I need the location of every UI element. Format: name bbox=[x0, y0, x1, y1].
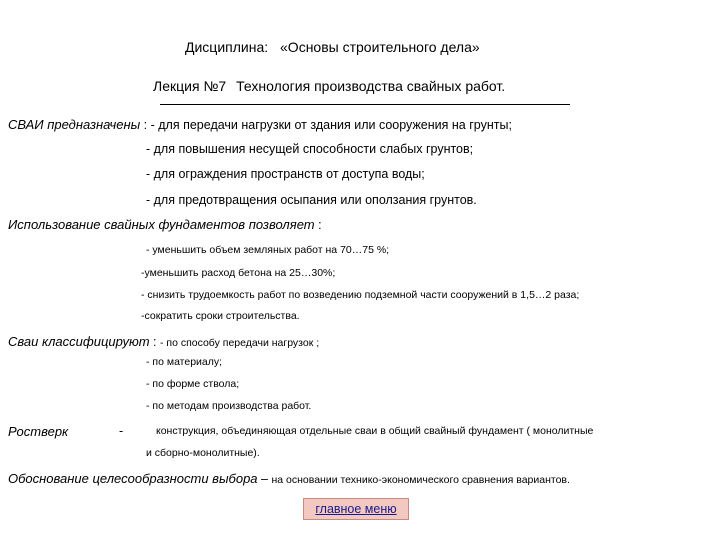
purpose-heading-row bbox=[8, 116, 512, 134]
purpose-colon: : bbox=[140, 118, 151, 132]
purpose-item-3: - для ограждения пространств от доступа воды; bbox=[146, 167, 425, 181]
rationale-row bbox=[8, 470, 570, 488]
purpose-title: СВАИ предназначены bbox=[8, 117, 141, 132]
classify-item-3: - по форме ствола; bbox=[146, 378, 240, 390]
usage-colon: : bbox=[314, 218, 322, 232]
classify-item-2: - по материалу; bbox=[146, 356, 223, 368]
grillage-term: Ростверк bbox=[8, 424, 69, 439]
classify-title: Сваи классифицируют bbox=[8, 334, 150, 349]
rationale-dash: – bbox=[257, 472, 272, 486]
usage-item-1: - уменьшить объем земляных работ на 70…75 %; bbox=[146, 244, 390, 256]
classify-colon: : bbox=[149, 335, 160, 349]
usage-heading-row bbox=[8, 216, 322, 234]
grillage-dash: - bbox=[119, 424, 124, 438]
classify-heading-row bbox=[8, 333, 319, 351]
usage-title: Использование свайных фундаментов позволяет bbox=[8, 217, 315, 232]
grillage-def-line1: конструкция, объединяющая отдельные сваи в общий свайный фундамент ( монолитные bbox=[156, 425, 594, 437]
purpose-item-1: - для передачи нагрузки от здания или сооружения на грунты; bbox=[150, 118, 512, 132]
classify-item-1: - по способу передачи нагрузок ; bbox=[159, 337, 320, 349]
discipline-label: Дисциплина: bbox=[185, 39, 269, 55]
usage-item-2: -уменьшить расход бетона на 25…30%; bbox=[141, 267, 336, 279]
purpose-item-2: - для повышения несущей способности слабых грунтов; bbox=[146, 142, 474, 156]
rationale-text: на основании технико-экономического сравнения вариантов. bbox=[271, 474, 570, 486]
usage-item-4: -сократить сроки строительства. bbox=[141, 310, 300, 322]
classify-item-4: - по методам производства работ. bbox=[146, 400, 312, 412]
rationale-term: Обоснование целесообразности выбора bbox=[8, 471, 258, 486]
header-divider bbox=[160, 104, 570, 105]
discipline-line bbox=[185, 39, 480, 55]
lecture-title: Технология производства свайных работ. bbox=[236, 78, 506, 94]
grillage-def-line2: и сборно-монолитные). bbox=[146, 447, 260, 459]
discipline-value: «Основы строительного дела» bbox=[280, 39, 480, 55]
usage-item-3: - снизить трудоемкость работ по возведению подземной части сооружений в 1,5…2 раза; bbox=[141, 289, 580, 301]
lecture-label: Лекция №7 bbox=[153, 78, 227, 94]
purpose-item-4: - для предотвращения осыпания или оползания грунтов. bbox=[146, 193, 477, 207]
lecture-line bbox=[153, 78, 505, 94]
main-menu-button[interactable]: главное меню bbox=[303, 498, 409, 520]
